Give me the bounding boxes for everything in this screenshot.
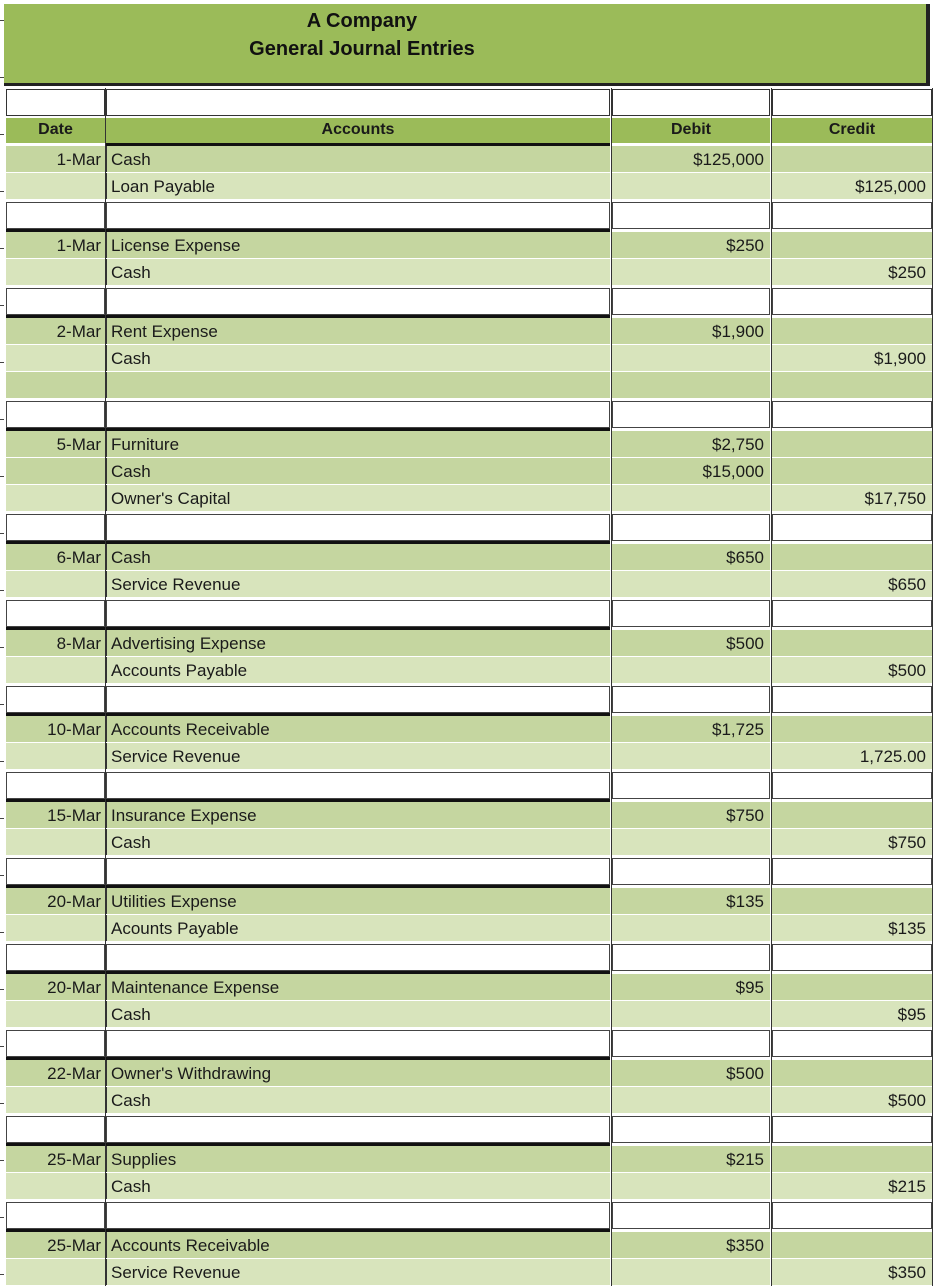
journal-credit-cell[interactable]: $125,000 — [772, 173, 932, 199]
row-tick — [0, 590, 4, 591]
journal-credit-cell[interactable] — [772, 974, 932, 1000]
journal-credit-cell[interactable] — [772, 1146, 932, 1172]
column-header-account[interactable]: Accounts — [106, 118, 610, 143]
row-tick — [0, 932, 4, 933]
journal-credit-cell[interactable]: $750 — [772, 829, 932, 855]
blank-cell-credit[interactable] — [772, 772, 932, 799]
journal-debit-cell[interactable]: $500 — [612, 630, 770, 656]
journal-account-cell[interactable]: Supplies — [106, 1146, 610, 1172]
journal-date-cell[interactable] — [6, 345, 105, 371]
row-tick — [0, 77, 4, 78]
journal-date-cell[interactable] — [6, 1001, 105, 1027]
journal-date-cell[interactable] — [6, 485, 105, 511]
journal-debit-cell[interactable]: $215 — [612, 1146, 770, 1172]
journal-date-cell[interactable]: 6-Mar — [6, 544, 105, 570]
blank-cell-account[interactable] — [106, 89, 610, 116]
journal-debit-cell[interactable] — [612, 259, 770, 285]
blank-cell-debit[interactable] — [612, 858, 770, 885]
row-tick — [0, 248, 4, 249]
row-tick — [0, 191, 4, 192]
journal-debit-cell[interactable] — [612, 1173, 770, 1199]
journal-credit-cell[interactable]: $250 — [772, 259, 932, 285]
journal-account-cell[interactable]: Cash — [106, 345, 610, 371]
journal-date-cell[interactable]: 2-Mar — [6, 318, 105, 344]
journal-date-cell[interactable] — [6, 458, 105, 484]
journal-account-cell[interactable]: Loan Payable — [106, 173, 610, 199]
blank-cell-account[interactable] — [106, 1202, 610, 1229]
blank-cell-date[interactable] — [6, 772, 105, 799]
journal-debit-cell[interactable]: $350 — [612, 1232, 770, 1258]
journal-debit-cell[interactable]: $135 — [612, 888, 770, 914]
journal-account-cell[interactable]: Owner's Capital — [106, 485, 610, 511]
blank-cell-debit[interactable] — [612, 600, 770, 627]
journal-account-cell[interactable]: Cash — [106, 1087, 610, 1113]
journal-credit-cell[interactable] — [772, 318, 932, 344]
row-tick — [0, 305, 4, 306]
journal-credit-cell[interactable] — [772, 232, 932, 258]
journal-date-cell[interactable]: 5-Mar — [6, 431, 105, 457]
row-tick — [0, 134, 4, 135]
journal-date-cell[interactable]: 25-Mar — [6, 1146, 105, 1172]
column-header-date[interactable]: Date — [6, 118, 105, 143]
journal-debit-cell[interactable] — [612, 1001, 770, 1027]
column-border — [611, 88, 612, 1286]
journal-date-cell[interactable]: 1-Mar — [6, 232, 105, 258]
blank-cell-date[interactable] — [6, 1116, 105, 1143]
blank-cell-account[interactable] — [106, 401, 610, 428]
blank-cell-date[interactable] — [6, 401, 105, 428]
row-tick — [0, 1217, 4, 1218]
blank-cell-credit[interactable] — [772, 1116, 932, 1143]
journal-account-cell[interactable]: Cash — [106, 259, 610, 285]
journal-account-cell[interactable]: Service Revenue — [106, 571, 610, 597]
blank-cell-credit[interactable] — [772, 202, 932, 229]
blank-cell-account[interactable] — [106, 944, 610, 971]
journal-date-cell[interactable] — [6, 1173, 105, 1199]
journal-credit-cell[interactable]: $135 — [772, 915, 932, 941]
journal-account-cell[interactable]: Cash — [106, 829, 610, 855]
journal-debit-cell[interactable]: $1,725 — [612, 716, 770, 742]
journal-credit-cell[interactable] — [772, 544, 932, 570]
journal-debit-cell[interactable] — [612, 829, 770, 855]
journal-account-cell[interactable]: License Expense — [106, 232, 610, 258]
journal-debit-cell[interactable] — [612, 173, 770, 199]
journal-debit-cell[interactable]: $15,000 — [612, 458, 770, 484]
journal-date-cell[interactable] — [6, 1259, 105, 1285]
journal-account-cell[interactable]: Accounts Receivable — [106, 1232, 610, 1258]
row-tick — [0, 704, 4, 705]
blank-cell-credit[interactable] — [772, 89, 932, 116]
journal-date-cell[interactable] — [6, 915, 105, 941]
journal-credit-cell[interactable]: $1,900 — [772, 345, 932, 371]
journal-debit-cell[interactable] — [612, 1259, 770, 1285]
journal-account-cell[interactable] — [106, 372, 610, 398]
journal-debit-cell[interactable]: $250 — [612, 232, 770, 258]
blank-cell-date[interactable] — [6, 1030, 105, 1057]
journal-debit-cell[interactable]: $2,750 — [612, 431, 770, 457]
journal-account-cell[interactable]: Rent Expense — [106, 318, 610, 344]
blank-cell-credit[interactable] — [772, 288, 932, 315]
journal-debit-cell[interactable]: $125,000 — [612, 146, 770, 172]
row-tick — [0, 1046, 4, 1047]
blank-cell-debit[interactable] — [612, 1030, 770, 1057]
journal-date-cell[interactable] — [6, 743, 105, 769]
blank-cell-account[interactable] — [106, 772, 610, 799]
row-tick — [0, 1103, 4, 1104]
journal-debit-cell[interactable] — [612, 485, 770, 511]
journal-date-cell[interactable] — [6, 173, 105, 199]
company-name: A Company — [306, 10, 418, 32]
row-tick — [0, 989, 4, 990]
row-tick — [0, 419, 4, 420]
blank-cell-debit[interactable] — [612, 772, 770, 799]
journal-date-cell[interactable] — [6, 372, 105, 398]
journal-date-cell[interactable]: 8-Mar — [6, 630, 105, 656]
journal-credit-cell[interactable]: $350 — [772, 1259, 932, 1285]
blank-cell-date[interactable] — [6, 944, 105, 971]
blank-cell-credit[interactable] — [772, 401, 932, 428]
journal-account-cell[interactable]: Utilities Expense — [106, 888, 610, 914]
blank-cell-date[interactable] — [6, 1202, 105, 1229]
journal-account-cell[interactable]: Service Revenue — [106, 1259, 610, 1285]
journal-debit-cell[interactable] — [612, 1087, 770, 1113]
journal-credit-cell[interactable]: $95 — [772, 1001, 932, 1027]
journal-credit-cell[interactable] — [772, 458, 932, 484]
journal-account-cell[interactable]: Maintenance Expense — [106, 974, 610, 1000]
row-tick — [0, 533, 4, 534]
row-tick — [0, 761, 4, 762]
column-border — [932, 88, 933, 1286]
journal-credit-cell[interactable] — [772, 802, 932, 828]
blank-cell-credit[interactable] — [772, 944, 932, 971]
journal-debit-cell[interactable] — [612, 345, 770, 371]
journal-date-cell[interactable]: 25-Mar — [6, 1232, 105, 1258]
journal-account-cell[interactable]: Accounts Receivable — [106, 716, 610, 742]
journal-credit-cell[interactable]: $17,750 — [772, 485, 932, 511]
journal-debit-cell[interactable] — [612, 571, 770, 597]
blank-cell-debit[interactable] — [612, 288, 770, 315]
journal-credit-cell[interactable]: $500 — [772, 657, 932, 683]
blank-cell-account[interactable] — [106, 600, 610, 627]
journal-account-cell[interactable]: Furniture — [106, 431, 610, 457]
blank-cell-date[interactable] — [6, 858, 105, 885]
journal-account-cell[interactable]: Insurance Expense — [106, 802, 610, 828]
blank-cell-account[interactable] — [106, 514, 610, 541]
journal-account-cell[interactable]: Advertising Expense — [106, 630, 610, 656]
blank-cell-date[interactable] — [6, 288, 105, 315]
blank-cell-debit[interactable] — [612, 202, 770, 229]
row-tick — [0, 818, 4, 819]
blank-cell-account[interactable] — [106, 1030, 610, 1057]
blank-cell-date[interactable] — [6, 202, 105, 229]
blank-cell-credit[interactable] — [772, 1030, 932, 1057]
journal-account-cell[interactable]: Cash — [106, 146, 610, 172]
row-tick — [0, 875, 4, 876]
journal-subtitle: General Journal Entries — [249, 38, 475, 60]
blank-cell-account[interactable] — [106, 858, 610, 885]
journal-date-cell[interactable]: 20-Mar — [6, 888, 105, 914]
blank-cell-debit[interactable] — [612, 401, 770, 428]
journal-debit-cell[interactable]: $650 — [612, 544, 770, 570]
journal-account-cell[interactable]: Owner's Withdrawing — [106, 1060, 610, 1086]
journal-debit-cell[interactable] — [612, 657, 770, 683]
journal-account-cell[interactable]: Accounts Payable — [106, 657, 610, 683]
journal-debit-cell[interactable]: $500 — [612, 1060, 770, 1086]
journal-date-cell[interactable] — [6, 571, 105, 597]
journal-credit-cell[interactable] — [772, 716, 932, 742]
journal-debit-cell[interactable]: $750 — [612, 802, 770, 828]
column-border — [771, 88, 772, 1286]
column-header-credit[interactable]: Credit — [772, 118, 932, 143]
row-tick — [0, 1274, 4, 1275]
journal-date-cell[interactable]: 10-Mar — [6, 716, 105, 742]
blank-cell-debit[interactable] — [612, 89, 770, 116]
blank-cell-account[interactable] — [106, 686, 610, 713]
blank-cell-credit[interactable] — [772, 514, 932, 541]
journal-date-cell[interactable] — [6, 1087, 105, 1113]
journal-credit-cell[interactable] — [772, 372, 932, 398]
journal-credit-cell[interactable] — [772, 431, 932, 457]
blank-cell-account[interactable] — [106, 288, 610, 315]
journal-debit-cell[interactable] — [612, 915, 770, 941]
column-header-debit[interactable]: Debit — [612, 118, 770, 143]
journal-debit-cell[interactable]: $95 — [612, 974, 770, 1000]
blank-cell-debit[interactable] — [612, 1116, 770, 1143]
blank-cell-debit[interactable] — [612, 686, 770, 713]
blank-cell-date[interactable] — [6, 686, 105, 713]
journal-date-cell[interactable] — [6, 657, 105, 683]
blank-cell-account[interactable] — [106, 1116, 610, 1143]
journal-account-cell[interactable]: Cash — [106, 544, 610, 570]
blank-cell-credit[interactable] — [772, 1202, 932, 1229]
journal-date-cell[interactable] — [6, 829, 105, 855]
row-tick — [0, 476, 4, 477]
title-banner — [4, 4, 930, 86]
row-tick — [0, 1160, 4, 1161]
journal-date-cell[interactable] — [6, 259, 105, 285]
blank-cell-debit[interactable] — [612, 944, 770, 971]
journal-account-cell[interactable]: Service Revenue — [106, 743, 610, 769]
journal-date-cell[interactable]: 15-Mar — [6, 802, 105, 828]
row-tick — [0, 362, 4, 363]
journal-date-cell[interactable]: 1-Mar — [6, 146, 105, 172]
journal-credit-cell[interactable]: $500 — [772, 1087, 932, 1113]
journal-credit-cell[interactable] — [772, 630, 932, 656]
blank-cell-date[interactable] — [6, 89, 105, 116]
journal-credit-cell[interactable] — [772, 146, 932, 172]
journal-account-cell[interactable]: Cash — [106, 1001, 610, 1027]
journal-account-cell[interactable]: Cash — [106, 1173, 610, 1199]
journal-date-cell[interactable]: 22-Mar — [6, 1060, 105, 1086]
journal-credit-cell[interactable] — [772, 888, 932, 914]
blank-cell-credit[interactable] — [772, 600, 932, 627]
blank-cell-credit[interactable] — [772, 686, 932, 713]
journal-debit-cell[interactable] — [612, 372, 770, 398]
blank-cell-date[interactable] — [6, 600, 105, 627]
journal-credit-cell[interactable] — [772, 1060, 932, 1086]
blank-cell-date[interactable] — [6, 514, 105, 541]
blank-cell-debit[interactable] — [612, 1202, 770, 1229]
journal-credit-cell[interactable]: $650 — [772, 571, 932, 597]
journal-credit-cell[interactable]: 1,725.00 — [772, 743, 932, 769]
row-tick — [0, 647, 4, 648]
blank-cell-debit[interactable] — [612, 514, 770, 541]
column-border — [105, 88, 106, 1286]
journal-debit-cell[interactable]: $1,900 — [612, 318, 770, 344]
journal-credit-cell[interactable] — [772, 1232, 932, 1258]
journal-account-cell[interactable]: Acounts Payable — [106, 915, 610, 941]
journal-credit-cell[interactable]: $215 — [772, 1173, 932, 1199]
row-tick — [0, 20, 4, 21]
journal-date-cell[interactable]: 20-Mar — [6, 974, 105, 1000]
journal-debit-cell[interactable] — [612, 743, 770, 769]
blank-cell-credit[interactable] — [772, 858, 932, 885]
journal-account-cell[interactable]: Cash — [106, 458, 610, 484]
blank-cell-account[interactable] — [106, 202, 610, 229]
